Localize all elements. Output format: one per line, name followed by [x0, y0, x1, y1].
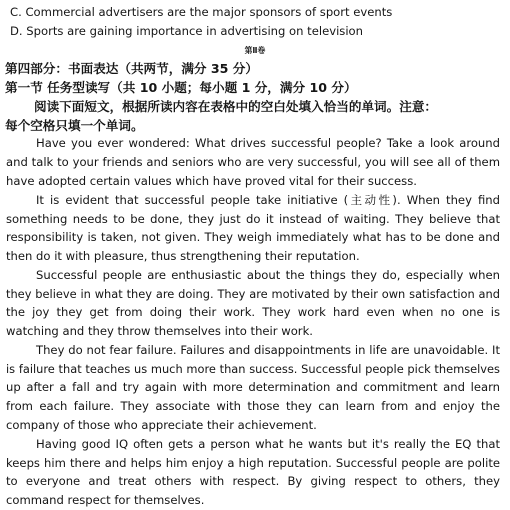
passage-line: company of those who appreciate their achievement. [6, 417, 317, 432]
option-d: D. Sports are gaining importance in advertising on television [10, 23, 363, 38]
passage-line: is failure that teaches us much more than success. Successful people pick themselves [6, 361, 500, 376]
passage-line: the joy they get from doing their work. They work hard even when no one is [6, 305, 500, 320]
passage-line: to everyone and treat others with respect. By giving respect to others, they [6, 474, 500, 489]
passage-line: something needs to be done, they just do it instead of waiting. They believe that [6, 211, 500, 226]
passage-line: responsibility is taken, not given. They weigh immediately what has to be done and [6, 230, 500, 245]
passage-line: watching and they throw themselves into their work. [6, 324, 313, 339]
passage-line: from each failure. They associate with those they can learn from and enjoy the [6, 399, 500, 414]
passage-line: then do it with pleasure, thus strengthening their reputation. [6, 249, 360, 263]
passage-line: They do not fear failure. Failures and disappointments in life are unavoidable. It [36, 342, 500, 357]
passage-line: Have you ever wondered: What drives successful people? Take a look around [36, 136, 500, 151]
passage-line: they believe in what they are doing. They are motivated by their own satisfaction and [6, 286, 500, 301]
instructions-line-1: 阅读下面短文，根据所读内容在表格中的空白处填入恰当的单词。注意： [34, 98, 437, 114]
section-one-title: 第一节 任务型读写（共 10 小题；每小题 1 分，满分 10 分） [5, 80, 357, 96]
option-c: C. Commercial advertisers are the major sponsors of sport events [10, 5, 393, 19]
passage-line: Having good IQ often gets a person what he wants but it's really the EQ that [36, 436, 500, 451]
section-title: 第Ⅱ卷 [244, 45, 266, 55]
passage-line: Successful people are enthusiastic about the things they do, especially when [36, 267, 500, 282]
passage-line: command respect for themselves. [6, 493, 205, 507]
passage-line: have adopted certain values which have proved vital for their success. [6, 173, 417, 188]
part-title: 第四部分：书面表达（共两节，满分 35 分） [5, 61, 258, 77]
passage-line: and talk to your friends and seniors who are very successful, you will see all of them [6, 155, 500, 170]
passage-line: keeps him there and helps him enjoy a high reputation. Successful people are polite [6, 455, 500, 470]
passage-line: up after a fall and try again with more determination and commitment and learn [6, 380, 500, 395]
instructions-line-2: 每个空格只填一个单词。 [5, 117, 144, 133]
passage-line: It is evident that successful people take initiative (主动性). When they find [36, 192, 500, 207]
